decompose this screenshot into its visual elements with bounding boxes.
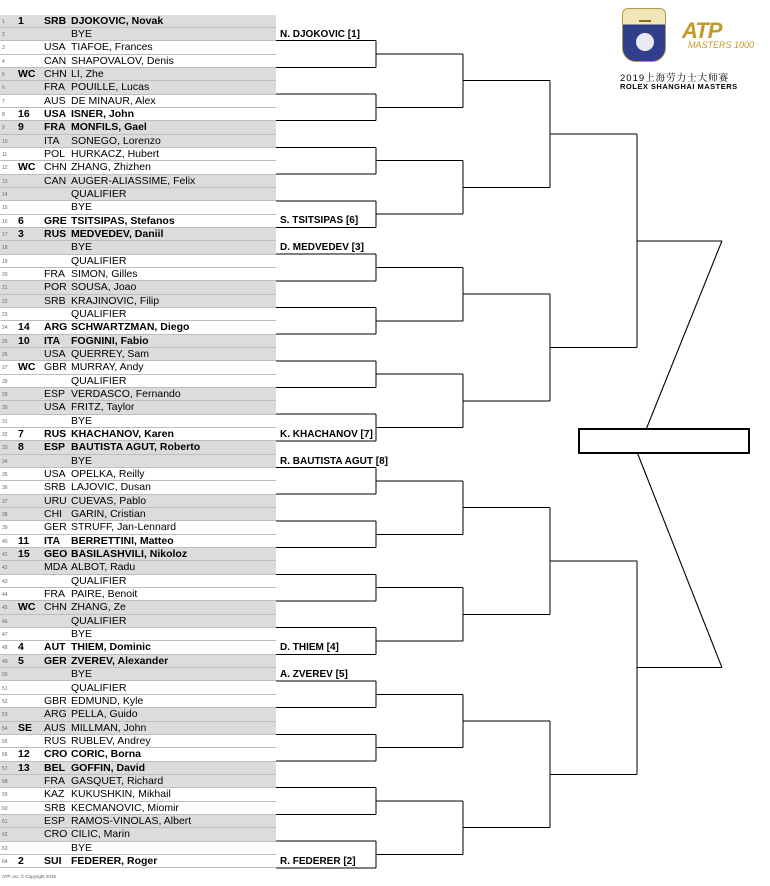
draw-line — [0, 81, 276, 94]
draw-line — [0, 108, 276, 121]
draw-line — [0, 615, 276, 628]
player-name: CILIC, Marin — [71, 828, 130, 841]
country-code: ARG — [44, 708, 67, 721]
country-code: BEL — [44, 761, 65, 774]
seed: 1 — [18, 14, 24, 27]
atp-logo: ATP — [682, 18, 722, 43]
player-name: GASQUET, Richard — [71, 774, 164, 787]
draw-position: 63 — [2, 845, 8, 852]
player-name: QUALIFIER — [71, 187, 127, 200]
country-code: USA — [44, 41, 66, 54]
country-code: USA — [44, 401, 66, 414]
draw-line — [0, 388, 276, 401]
tournament-logos — [618, 6, 768, 92]
country-code: CAN — [44, 174, 67, 187]
draw-position: 22 — [2, 298, 8, 305]
draw-line — [0, 161, 276, 174]
draw-line — [0, 348, 276, 361]
player-name: BYE — [71, 668, 93, 681]
draw-position: 35 — [2, 472, 8, 479]
seed: 15 — [18, 548, 30, 561]
draw-position: 29 — [2, 392, 8, 399]
round2-entrant: S. TSITSIPAS [6] — [280, 215, 359, 227]
player-name: LI, Zhe — [71, 67, 104, 80]
player-name: ZHANG, Ze — [71, 601, 126, 614]
draw-position: 51 — [2, 685, 8, 692]
player-name: STRUFF, Jan-Lennard — [71, 521, 177, 534]
draw-line — [0, 548, 276, 561]
country-code: AUS — [44, 94, 66, 107]
draw-position: 40 — [2, 538, 8, 545]
draw-position: 21 — [2, 285, 8, 292]
draw-position: 37 — [2, 498, 8, 505]
player-name: KHACHANOV, Karen — [71, 428, 174, 441]
draw-position: 41 — [2, 552, 8, 559]
draw-position: 1 — [2, 18, 5, 25]
draw-position: 55 — [2, 738, 8, 745]
country-code: ESP — [44, 388, 66, 401]
seed: 8 — [18, 441, 24, 454]
country-code: ITA — [44, 134, 60, 147]
draw-position: 43 — [2, 578, 8, 585]
country-code: RUS — [44, 227, 67, 240]
draw-line — [0, 535, 276, 548]
player-name: AUGER-ALIASSIME, Felix — [71, 174, 196, 187]
draw-line — [0, 428, 276, 441]
draw-line — [0, 55, 276, 68]
draw-position: 54 — [2, 725, 8, 732]
title-english: ROLEX SHANGHAI MASTERS — [620, 82, 738, 91]
country-code: URU — [44, 494, 67, 507]
player-name: KUKUSHKIN, Mikhail — [71, 788, 171, 801]
seed: 6 — [18, 214, 24, 227]
country-code: RUS — [44, 734, 67, 747]
player-name: EDMUND, Kyle — [71, 694, 144, 707]
player-name: TSITSIPAS, Stefanos — [71, 214, 175, 227]
seed: 13 — [18, 761, 30, 774]
draw-position: 6 — [2, 85, 5, 92]
player-name: QUALIFIER — [71, 307, 127, 320]
draw-position: 44 — [2, 592, 8, 599]
draw-position: 39 — [2, 525, 8, 532]
country-code: USA — [44, 468, 66, 481]
rolex-shanghai-shield-icon — [622, 8, 666, 62]
draw-line — [0, 521, 276, 534]
player-name: QUALIFIER — [71, 681, 127, 694]
country-code: GBR — [44, 361, 67, 374]
player-name: KRAJINOVIC, Filip — [71, 294, 160, 307]
player-name: VERDASCO, Fernando — [71, 388, 181, 401]
seed: 16 — [18, 107, 30, 120]
player-name: BYE — [71, 414, 93, 427]
seed: SE — [18, 721, 33, 734]
player-name: HURKACZ, Hubert — [71, 147, 160, 160]
draw-position: 31 — [2, 418, 8, 425]
country-code: ESP — [44, 814, 66, 827]
copyright-note: ATP, Inc. © Copyright 2019 — [2, 874, 56, 879]
draw-line — [0, 201, 276, 214]
draw-line — [0, 802, 276, 815]
draw-line — [0, 15, 276, 28]
country-code: CRO — [44, 828, 68, 841]
draw-line — [0, 41, 276, 54]
draw-position: 53 — [2, 712, 8, 719]
draw-position: 18 — [2, 245, 8, 252]
player-name: DE MINAUR, Alex — [71, 94, 156, 107]
player-name: CUEVAS, Pablo — [71, 494, 147, 507]
player-name: KECMANOVIC, Miomir — [71, 801, 179, 814]
country-code: POL — [44, 147, 66, 160]
draw-line — [0, 588, 276, 601]
draw-position: 64 — [2, 858, 8, 865]
draw-line — [0, 682, 276, 695]
draw-position: 49 — [2, 658, 8, 665]
player-name: MEDVEDEV, Daniil — [71, 227, 164, 240]
draw-position: 42 — [2, 565, 8, 572]
player-name: LAJOVIC, Dusan — [71, 481, 151, 494]
player-name: PAIRE, Benoit — [71, 588, 138, 601]
draw-line — [0, 255, 276, 268]
player-name: GOFFIN, David — [71, 761, 146, 774]
seed: WC — [18, 361, 36, 374]
player-name: SHAPOVALOV, Denis — [71, 54, 174, 67]
atp-masters-label: MASTERS 1000 — [688, 40, 755, 50]
round2-entrant: D. MEDVEDEV [3] — [280, 242, 364, 254]
draw-position: 7 — [2, 98, 5, 105]
draw-line — [0, 308, 276, 321]
round2-entrant: R. BAUTISTA AGUT [8] — [280, 455, 388, 467]
draw-position: 28 — [2, 378, 8, 385]
player-name: BYE — [71, 841, 93, 854]
draw-line — [0, 708, 276, 721]
draw-line — [0, 268, 276, 281]
country-code: GEO — [44, 548, 68, 561]
draw-line — [0, 748, 276, 761]
draw-line — [0, 561, 276, 574]
country-code: ESP — [44, 441, 66, 454]
player-name: PELLA, Guido — [71, 708, 138, 721]
player-name: MILLMAN, John — [71, 721, 147, 734]
player-name: QUALIFIER — [71, 574, 127, 587]
player-name: THIEM, Dominic — [71, 641, 151, 654]
seed: WC — [18, 67, 36, 80]
draw-position: 38 — [2, 512, 8, 519]
player-name: BYE — [71, 201, 93, 214]
country-code: SRB — [44, 294, 66, 307]
player-name: MURRAY, Andy — [71, 361, 144, 374]
draw-line — [0, 722, 276, 735]
country-code: AUT — [44, 641, 66, 654]
draw-line — [0, 828, 276, 841]
draw-line — [0, 628, 276, 641]
draw-position: 52 — [2, 698, 8, 705]
draw-position: 60 — [2, 805, 8, 812]
country-code: FRA — [44, 267, 65, 280]
magnolia-flower-icon — [636, 33, 654, 51]
draw-line — [0, 775, 276, 788]
round2-entrant: A. ZVEREV [5] — [280, 669, 348, 680]
country-code: ARG — [44, 321, 68, 334]
country-code: ITA — [44, 534, 61, 547]
final-arm-bottom — [637, 452, 722, 668]
draw-line — [0, 361, 276, 374]
draw-line — [0, 468, 276, 481]
draw-position: 17 — [2, 231, 8, 238]
country-code: RUS — [44, 428, 67, 441]
player-name: ISNER, John — [71, 107, 135, 120]
country-code: GRE — [44, 214, 67, 227]
draw-position: 61 — [2, 818, 8, 825]
country-code: USA — [44, 348, 66, 360]
draw-position: 23 — [2, 311, 8, 318]
seed: 2 — [18, 854, 24, 867]
draw-position: 14 — [2, 191, 8, 198]
country-code: FRA — [44, 81, 65, 94]
draw-line — [0, 762, 276, 775]
draw-line — [0, 375, 276, 388]
draw-line — [0, 335, 276, 348]
player-name: BYE — [71, 454, 93, 467]
draw-position: 4 — [2, 58, 5, 65]
country-code: SRB — [44, 801, 66, 814]
country-code: CRO — [44, 748, 68, 761]
draw-position: 34 — [2, 458, 8, 465]
draw-position: 24 — [2, 325, 8, 332]
title-chinese: 2019上海劳力士大师赛 — [620, 73, 730, 84]
draw-line — [0, 148, 276, 161]
draw-position: 50 — [2, 672, 8, 679]
player-name: ALBOT, Radu — [71, 561, 136, 574]
player-name: ZVEREV, Alexander — [71, 654, 169, 667]
draw-position: 15 — [2, 205, 8, 212]
round2-entrant: K. KHACHANOV [7] — [280, 428, 373, 440]
draw-line — [0, 135, 276, 148]
player-name: BERRETTINI, Matteo — [71, 534, 174, 547]
seed: 4 — [18, 641, 24, 654]
draw-position: 58 — [2, 778, 8, 785]
player-name: RAMOS-VINOLAS, Albert — [71, 814, 192, 827]
draw-line — [0, 121, 276, 134]
draw-position: 47 — [2, 632, 8, 639]
draw-line — [0, 735, 276, 748]
country-code: MDA — [44, 561, 68, 574]
draw-line — [0, 28, 276, 41]
country-code: CHN — [44, 161, 67, 174]
player-name: SOUSA, Joao — [71, 281, 137, 294]
country-code: POR — [44, 281, 67, 294]
draw-position: 20 — [2, 271, 8, 278]
draw-line — [0, 441, 276, 454]
round2-entrant: N. DJOKOVIC [1] — [280, 28, 361, 40]
final-arm-top — [637, 241, 722, 452]
seed: 14 — [18, 321, 30, 334]
country-code: KAZ — [44, 788, 65, 801]
seed: 7 — [18, 428, 24, 441]
seed: 9 — [18, 121, 24, 134]
player-name: TIAFOE, Frances — [71, 41, 153, 54]
draw-line — [0, 815, 276, 828]
country-code: CAN — [44, 54, 67, 67]
country-code: GER — [44, 521, 67, 534]
draw-position: 11 — [2, 151, 8, 158]
seed: WC — [18, 601, 36, 614]
country-code: FRA — [44, 121, 66, 134]
player-name: BYE — [71, 241, 93, 254]
draw-line — [0, 842, 276, 855]
draw-position: 3 — [2, 45, 5, 52]
draw-line — [0, 68, 276, 81]
draw-line — [0, 415, 276, 428]
country-code: SUI — [44, 854, 62, 867]
player-name: QUALIFIER — [71, 254, 127, 267]
player-name: POUILLE, Lucas — [71, 81, 150, 94]
draw-position: 19 — [2, 258, 8, 265]
player-name: SCHWARTZMAN, Diego — [71, 321, 190, 334]
country-code: ITA — [44, 334, 61, 347]
draw-line — [0, 95, 276, 108]
seed: WC — [18, 161, 36, 174]
round2-entrant: R. FEDERER [2] — [280, 855, 356, 867]
country-code: SRB — [44, 14, 67, 27]
draw-position: 10 — [2, 138, 8, 145]
draw-position: 16 — [2, 218, 8, 225]
draw-position: 5 — [2, 71, 5, 78]
draw-position: 12 — [2, 165, 8, 172]
seed: 11 — [18, 534, 30, 547]
country-code: USA — [44, 107, 67, 120]
country-code: CHI — [44, 508, 63, 521]
country-code: CHN — [44, 67, 67, 80]
draw-position: 48 — [2, 645, 8, 652]
draw-position: 9 — [2, 125, 5, 132]
draw-line — [0, 281, 276, 294]
country-code: CHN — [44, 601, 67, 614]
draw-line — [0, 575, 276, 588]
player-name: QUALIFIER — [71, 374, 127, 387]
player-name: BYE — [71, 27, 93, 40]
draw-position: 57 — [2, 765, 8, 772]
player-name: MONFILS, Gael — [71, 121, 147, 134]
player-name: QUALIFIER — [71, 614, 127, 627]
draw-line — [0, 175, 276, 188]
country-code: FRA — [44, 588, 65, 601]
draw-line — [0, 855, 276, 868]
player-name: FEDERER, Roger — [71, 854, 158, 867]
draw-line — [0, 481, 276, 494]
draw-line — [0, 215, 276, 228]
draw-position: 30 — [2, 405, 8, 412]
player-name: BYE — [71, 628, 93, 641]
champion-box — [578, 428, 750, 454]
player-name: FRITZ, Taylor — [71, 401, 135, 414]
seed: 5 — [18, 654, 24, 667]
player-name: RUBLEV, Andrey — [71, 734, 151, 747]
draw-line — [0, 495, 276, 508]
draw-position: 45 — [2, 605, 8, 612]
player-name: ZHANG, Zhizhen — [71, 161, 151, 174]
draw-line — [0, 601, 276, 614]
draw-line — [0, 321, 276, 334]
seed: 12 — [18, 748, 30, 761]
country-code: GBR — [44, 694, 67, 707]
round2-entrant: D. THIEM [4] — [280, 642, 339, 654]
draw-position: 33 — [2, 445, 8, 452]
player-name: SIMON, Gilles — [71, 267, 138, 280]
player-name: QUERREY, Sam — [71, 348, 149, 360]
draw-line — [0, 641, 276, 654]
draw-position: 46 — [2, 618, 8, 625]
draw-position: 56 — [2, 752, 8, 759]
draw-line — [0, 401, 276, 414]
player-name: OPELKA, Reilly — [71, 468, 145, 481]
draw-position: 59 — [2, 792, 8, 799]
draw-line — [0, 668, 276, 681]
draw-line — [0, 695, 276, 708]
draw-line — [0, 295, 276, 308]
draw-position: 25 — [2, 338, 8, 345]
player-name: DJOKOVIC, Novak — [71, 14, 164, 27]
country-code: SRB — [44, 481, 66, 494]
player-name: SONEGO, Lorenzo — [71, 134, 161, 147]
country-code: AUS — [44, 721, 66, 734]
country-code: FRA — [44, 774, 65, 787]
country-code: GER — [44, 654, 67, 667]
draw-position: 36 — [2, 485, 8, 492]
draw-position: 2 — [2, 31, 5, 38]
seed: 10 — [18, 334, 30, 347]
draw-line — [0, 455, 276, 468]
draw-line — [0, 508, 276, 521]
player-name: GARIN, Cristian — [71, 508, 146, 521]
draw-position: 32 — [2, 432, 8, 439]
draw-line — [0, 228, 276, 241]
draw-line — [0, 188, 276, 201]
draw-position: 13 — [2, 178, 8, 185]
draw-line — [0, 241, 276, 254]
draw-position: 27 — [2, 365, 8, 372]
draw-position: 8 — [2, 111, 5, 118]
draw-position: 26 — [2, 352, 8, 358]
draw-position: 62 — [2, 832, 8, 839]
draw-line — [0, 788, 276, 801]
player-name: BASILASHVILI, Nikoloz — [71, 548, 188, 561]
draw-line — [0, 655, 276, 668]
player-name: CORIC, Borna — [71, 748, 142, 761]
player-name: BAUTISTA AGUT, Roberto — [71, 441, 201, 454]
player-name: FOGNINI, Fabio — [71, 334, 149, 347]
rolex-crown-icon — [639, 12, 651, 22]
seed: 3 — [18, 227, 24, 240]
